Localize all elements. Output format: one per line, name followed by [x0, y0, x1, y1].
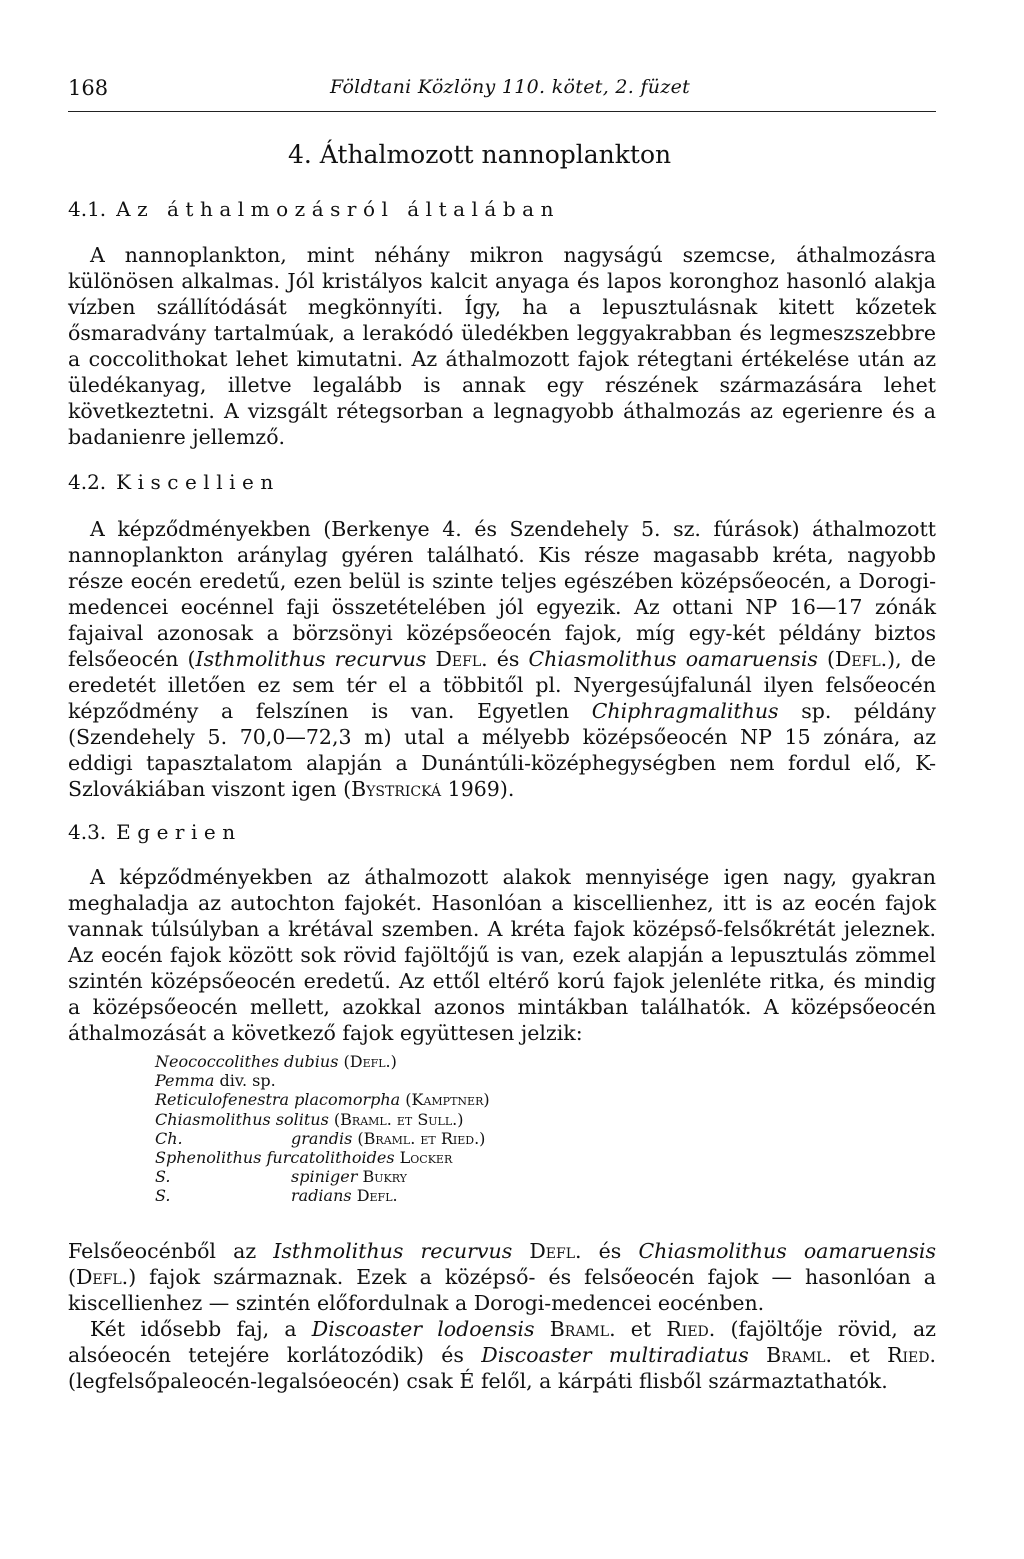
taxon-name: S.	[155, 1186, 171, 1206]
author-name: Defl.	[76, 1265, 129, 1289]
author-name: Defl.	[435, 647, 488, 671]
section-number: 4.3.	[68, 820, 107, 844]
text-run: Két idősebb faj, a	[90, 1317, 312, 1341]
author-name: (Braml. et Sull.)	[333, 1109, 464, 1129]
section-title: Egerien	[116, 820, 242, 844]
author-name: Locker	[399, 1147, 453, 1167]
section-number: 4.2.	[68, 470, 107, 494]
species-name: Isthmolithus recurvus	[195, 647, 427, 671]
author-name: Defl.	[356, 1186, 398, 1206]
list-item	[155, 1110, 655, 1129]
text-run: A képződményekben (Berkenye 4. és Szendehely 5. sz. fúrások) áthalmozott nannoplankton aránylag gyéren található. Kis része magasabb kréta, nagyobb része eocén eredetű, ezen belül is szinte teljes egészében középsőeocén, a Dorogi-medencei eocénnel faji összetételében jól egyezik. Az ottani NP 16—17 zónák fajaival azonosak a börzsönyi középsőeocén fajok, míg egy-két példány biztos felsőeocén (	[68, 517, 936, 671]
genus-name: Chiphragmalithus	[591, 699, 779, 723]
author-name: Braml.	[549, 1317, 616, 1341]
author-name: Bukry	[362, 1167, 407, 1187]
text-run: et	[615, 1317, 667, 1341]
author-name: Ried.	[666, 1317, 716, 1341]
text-run: ), de eredetét illetően ez sem tér el a többitől pl. Nyergesújfalunál ilyen felsőeocén képződmény a felszínen is van. Egyetlen	[68, 647, 936, 723]
text-run: (legfelsőpaleocén-legalsóeocén) csak É felől, a kárpáti flisből származtathatók.	[68, 1369, 888, 1393]
section-4-2-paragraph	[68, 516, 936, 802]
section-number: 4.1.	[68, 197, 107, 221]
text-run: et	[832, 1343, 888, 1367]
list-item	[155, 1052, 655, 1071]
taxon-name: Chiasmolithus solitus	[155, 1109, 329, 1129]
header-rule	[68, 111, 936, 112]
section-4-1-paragraph	[68, 242, 936, 450]
paragraph-text: A képződményekben az áthalmozott alakok mennyisége igen nagy, gyakran meghaladja az autochton fajokét. Hasonlóan a kiscellienhez, itt is az eocén fajok vannak túlsúlyban a krétával szemben. A kréta fajok középső-felsőkrétát jeleznek. Az eocén fajok között sok rövid fajöltőjű is van, ezek alapján a lepusztulás zömmel szintén középsőeocén eredetű. Az ettől eltérő korú fajok jelenléte ritka, és mindig a középsőeocén mellett, azokkal azonos mintákban találhatók. A középsőeocén áthalmozását a következő fajok együttesen jelzik:	[68, 865, 936, 1045]
species-name: Chiasmolithus oamaruensis	[638, 1239, 937, 1263]
species-name: Isthmolithus recurvus	[273, 1239, 513, 1263]
text-run: Felsőeocénből az	[68, 1239, 274, 1263]
author-name: Braml.	[766, 1343, 832, 1367]
species-name: Discoaster lodoensis	[311, 1317, 535, 1341]
closing-paragraphs	[68, 1238, 936, 1394]
taxon-name: Sphenolithus furcatolithoides	[155, 1147, 395, 1167]
text-run: és	[581, 1239, 639, 1263]
author-name: Defl.	[529, 1239, 582, 1263]
chapter-title: 4. Áthalmozott nannoplankton	[288, 140, 672, 169]
text-run: sp. példány (Szendehely 5. 70,0—72,3 m) utal a mélyebb középsőeocén NP 15 zónára, az eddigi tapasztalatom alapján a Dunántúli-középhegységben nem fordul elő, K-Szlovákiában viszont igen (	[68, 699, 936, 801]
page-header	[68, 76, 936, 106]
journal-title: Földtani Közlöny 110. kötet, 2. füzet	[330, 76, 691, 98]
paragraph-text	[68, 516, 936, 802]
taxon-name: Pemma	[155, 1071, 215, 1091]
species-epithet: spiniger	[291, 1167, 358, 1187]
list-item	[155, 1186, 655, 1205]
author-name: div. sp.	[219, 1071, 276, 1091]
author-name: (Braml. et Ried.)	[357, 1128, 486, 1148]
species-list	[155, 1052, 655, 1206]
list-item	[155, 1090, 655, 1109]
text-run: és	[487, 647, 529, 671]
species-name: Discoaster multiradiatus	[481, 1343, 749, 1367]
text-run: 1969).	[441, 777, 515, 801]
species-epithet: grandis	[291, 1128, 353, 1148]
taxon-name: Ch.	[155, 1128, 183, 1148]
text-run: (	[68, 1265, 76, 1289]
paragraph-text: A nannoplankton, mint néhány mikron nagyságú szemcse, áthalmozásra különösen alkalmas. Jól kristályos kalcit anyaga és lapos koronghoz hasonló alakja vízben szállítódását megkönnyíti. Így, ha a lepusztulásnak kitett kőzetek ősmaradvány tartalmúak, a lerakódó üledékben leggyakrabban és legmeszszebbre a coccolithokat lehet kimutatni. Az áthalmozott fajok rétegtani értékelése után az üledékanyag, illetve legalább is annak egy részének származására lehet következtetni. A vizsgált rétegsorban a legnagyobb áthalmozás az egerienre és a badanienre jellemző.	[68, 243, 936, 449]
section-heading-4-1	[68, 197, 560, 221]
species-name: Chiasmolithus oamaruensis	[528, 647, 818, 671]
list-item	[155, 1148, 655, 1167]
paragraph-text	[68, 1316, 936, 1394]
section-heading-4-3	[68, 820, 242, 844]
species-epithet: radians	[291, 1186, 352, 1206]
author-name: Ried.	[887, 1343, 936, 1367]
taxon-name: Neococcolithes dubius	[155, 1052, 339, 1071]
section-heading-4-2	[68, 470, 280, 494]
list-item	[155, 1071, 655, 1090]
section-4-3-paragraph	[68, 864, 936, 1046]
author-name: Bystrická	[351, 777, 442, 801]
author-name: (Kamptner)	[405, 1090, 490, 1110]
page-number: 168	[68, 76, 109, 100]
section-title: Kiscellien	[116, 470, 280, 494]
text-run: (	[817, 647, 835, 671]
section-title: Az áthalmozásról általában	[116, 197, 560, 221]
list-item	[155, 1129, 655, 1148]
author-name: Defl.	[834, 647, 888, 671]
list-item	[155, 1167, 655, 1186]
taxon-name: Reticulofenestra placomorpha	[155, 1090, 401, 1110]
text-run: (fajöltője rövid, az alsóeocén tetejére korlátozódik) és	[68, 1317, 936, 1367]
author-name: (Defl.)	[343, 1052, 397, 1071]
taxon-name: S.	[155, 1167, 171, 1187]
text-run: ) fajok származnak. Ezek a középső- és felsőeocén fajok — hasonlóan a kiscellienhez — szintén előfordulnak a Dorogi-medencei eocénben.	[68, 1265, 936, 1315]
paragraph-text	[68, 1238, 936, 1316]
